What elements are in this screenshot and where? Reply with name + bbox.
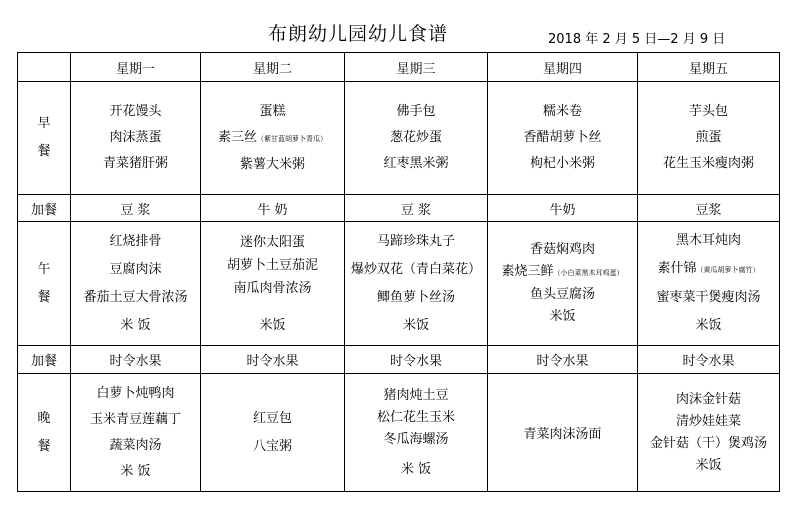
dish: 素烧三鲜（小白菜黑木耳鸡蛋） xyxy=(501,264,624,279)
menu-cell: 时令水果 xyxy=(71,346,201,374)
dinner-row xyxy=(18,374,780,492)
dish: 迷你太阳蛋 xyxy=(239,234,305,250)
dish: 花生玉米瘦肉粥 xyxy=(662,156,754,171)
dish: 八宝粥 xyxy=(252,438,292,454)
menu-cell xyxy=(345,82,488,195)
page-title: 布朗幼儿园幼儿食谱 xyxy=(268,23,449,45)
meal-label-dinner: 晚 餐 xyxy=(18,374,71,492)
menu-cell xyxy=(638,82,780,195)
dish: 冬瓜海螺汤 xyxy=(383,431,449,447)
day-header: 星期二 xyxy=(201,53,345,82)
dish: 米饭 xyxy=(549,309,576,324)
dish: 红豆包 xyxy=(252,410,292,426)
dish: 鱼头豆腐汤 xyxy=(529,287,595,302)
menu-cell xyxy=(71,222,201,346)
dish: 清炒娃娃菜 xyxy=(675,413,741,429)
dish: 佛手包 xyxy=(396,104,436,119)
dish: 开花馒头 xyxy=(109,104,162,119)
menu-cell xyxy=(345,222,488,346)
menu-cell xyxy=(201,82,345,195)
dish: 素什锦（黄瓜胡萝卜腐竹） xyxy=(657,261,760,276)
dish-note: （小白菜黑木耳鸡蛋） xyxy=(553,269,624,277)
menu-cell xyxy=(345,374,488,492)
dish: 金针菇（干）煲鸡汤 xyxy=(649,435,767,451)
dish: 红烧排骨 xyxy=(109,233,162,249)
dish: 松仁花生玉米 xyxy=(376,409,455,425)
meal-label-breakfast: 早 餐 xyxy=(18,82,71,195)
meal-label-snack: 加餐 xyxy=(18,346,71,374)
dish: 青菜肉沫汤面 xyxy=(523,427,602,442)
menu-cell: 牛奶 xyxy=(488,195,638,222)
menu-cell xyxy=(488,82,638,195)
dish: 爆炒双花（青白菜花） xyxy=(350,261,481,277)
dish: 米饭 xyxy=(695,457,722,473)
dish: 红枣黑米粥 xyxy=(383,156,449,171)
dish: 米 饭 xyxy=(400,461,432,477)
lunch-row xyxy=(18,222,780,346)
menu-cell: 豆 浆 xyxy=(345,195,488,222)
menu-cell xyxy=(201,374,345,492)
dish: 蛋糕 xyxy=(259,103,286,119)
date-range: 2018 年 2 月 5 日—2 月 9 日 xyxy=(548,32,726,47)
dish: 米 饭 xyxy=(120,463,151,479)
dish: 白萝卜炖鸭肉 xyxy=(96,385,175,401)
snack-row-2 xyxy=(18,346,780,374)
dish: 豆腐肉沫 xyxy=(109,261,162,277)
menu-cell xyxy=(488,222,638,346)
corner-cell xyxy=(18,53,71,82)
menu-cell xyxy=(201,222,345,346)
dish: 米饭 xyxy=(695,318,722,333)
dish: 煎蛋 xyxy=(695,130,722,145)
menu-cell xyxy=(638,222,780,346)
dish: 南瓜肉骨浓汤 xyxy=(233,280,312,296)
dish: 蜜枣菜干煲瘦肉汤 xyxy=(656,290,761,305)
menu-table xyxy=(17,52,780,492)
dish: 肉沫蒸蛋 xyxy=(109,130,162,145)
day-header: 星期五 xyxy=(638,53,780,82)
menu-cell xyxy=(71,82,201,195)
dish-note: （黄瓜胡萝卜腐竹） xyxy=(696,266,760,274)
menu-cell: 时令水果 xyxy=(488,346,638,374)
menu-cell xyxy=(488,374,638,492)
menu-cell: 时令水果 xyxy=(345,346,488,374)
dish: 糯米卷 xyxy=(542,104,582,119)
dish: 素三丝（紫甘蓝胡萝卜青瓜） xyxy=(217,129,327,145)
dish: 青菜猪肝粥 xyxy=(102,156,168,171)
header-row xyxy=(18,53,780,82)
dish: 胡萝卜土豆茄泥 xyxy=(226,257,318,273)
menu-cell: 豆 浆 xyxy=(71,195,201,222)
menu-cell xyxy=(638,374,780,492)
menu-cell: 时令水果 xyxy=(638,346,780,374)
menu-cell: 时令水果 xyxy=(201,346,345,374)
dish: 紫薯大米粥 xyxy=(239,156,305,172)
dish: 黑木耳炖肉 xyxy=(675,233,741,248)
dish: 米 饭 xyxy=(120,317,151,333)
dish: 鲫鱼萝卜丝汤 xyxy=(376,289,455,305)
menu-cell xyxy=(71,374,201,492)
breakfast-row xyxy=(18,82,780,195)
dish: 葱花炒蛋 xyxy=(389,130,442,145)
day-header: 星期四 xyxy=(488,53,638,82)
dish: 肉沫金针菇 xyxy=(675,391,741,407)
dish: 枸杞小米粥 xyxy=(529,156,595,171)
dish-note: （紫甘蓝胡萝卜青瓜） xyxy=(257,134,327,143)
meal-label-lunch: 午 餐 xyxy=(18,222,71,346)
dish: 玉米青豆莲藕丁 xyxy=(89,411,181,427)
dish: 芋头包 xyxy=(688,104,728,119)
dish: 番茄土豆大骨浓汤 xyxy=(83,289,188,305)
dish: 猪肉炖土豆 xyxy=(383,387,449,403)
day-header: 星期三 xyxy=(345,53,488,82)
dish: 香醋胡萝卜丝 xyxy=(523,130,602,145)
dish: 米饭 xyxy=(402,317,429,333)
day-header: 星期一 xyxy=(71,53,201,82)
menu-cell: 牛 奶 xyxy=(201,195,345,222)
dish: 马蹄珍珠丸子 xyxy=(376,233,455,249)
meal-label-snack: 加餐 xyxy=(18,195,71,222)
menu-cell: 豆浆 xyxy=(638,195,780,222)
dish: 香菇焖鸡肉 xyxy=(529,242,595,257)
dish: 蔬菜肉汤 xyxy=(109,437,162,453)
dish: 米饭 xyxy=(259,317,286,333)
snack-row-1 xyxy=(18,195,780,222)
